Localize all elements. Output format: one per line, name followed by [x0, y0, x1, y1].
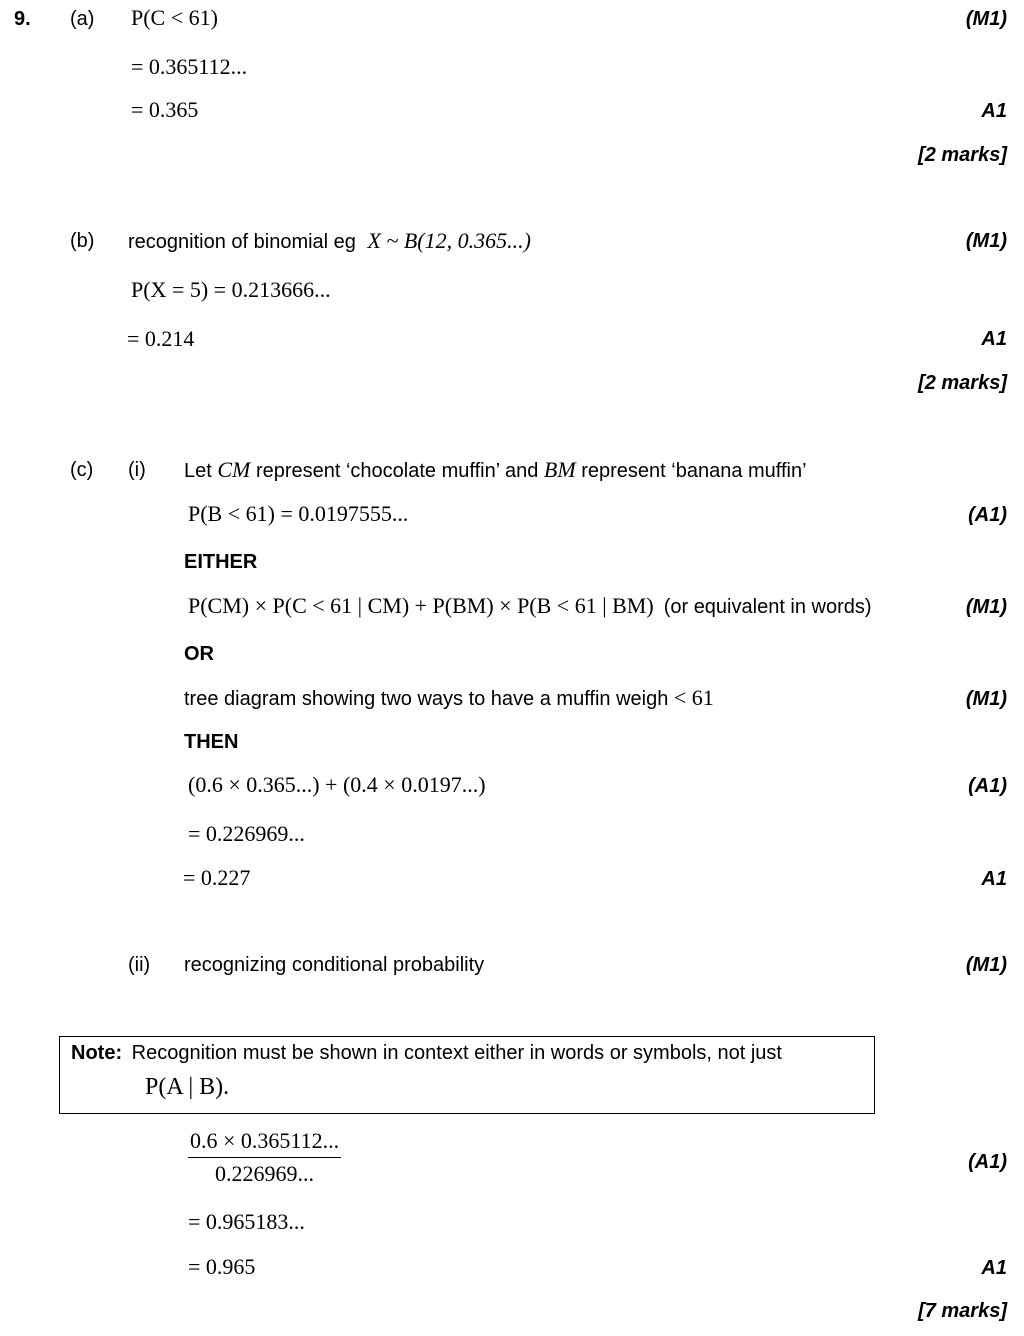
fraction-denominator: 0.226969...	[215, 1161, 315, 1186]
note-label: Note:	[71, 1042, 123, 1064]
part-c-ii-label: (ii)	[128, 954, 151, 976]
part-a-line-2: = 0.365112...	[131, 54, 248, 79]
part-c-i-mark-5: A1	[981, 868, 1007, 890]
part-b-recognition-expr: X ~ B(12, 0.365...)	[367, 228, 531, 253]
note-box	[59, 1036, 875, 1114]
let-middle: represent ‘chocolate muffin’ and	[255, 460, 539, 482]
part-b-line-1: P(X = 5) = 0.213666...	[131, 277, 331, 302]
let-word: Let	[184, 460, 212, 482]
part-c-i-pb: P(B < 61) = 0.0197555...	[188, 501, 409, 526]
part-c-i-let-text	[184, 457, 807, 484]
part-c-i-mark-4: (A1)	[968, 775, 1007, 797]
part-b-line-2: = 0.214	[127, 326, 195, 351]
part-c-i-calc: (0.6 × 0.365...) + (0.4 × 0.0197...)	[188, 772, 486, 797]
bm-symbol: BM	[543, 457, 576, 482]
then-heading: THEN	[184, 731, 239, 753]
note-text: Recognition must be shown in context either in words or symbols, not just	[131, 1042, 782, 1064]
part-a-line-1: P(C < 61)	[131, 5, 218, 30]
words-note: (or equivalent in words)	[663, 596, 872, 618]
cm-symbol: CM	[217, 457, 251, 482]
tree-diagram-line	[184, 685, 714, 712]
part-c-ii-result-1: = 0.965183...	[188, 1209, 305, 1234]
fraction-numerator: 0.6 × 0.365112...	[188, 1128, 341, 1158]
part-c-label: (c)	[70, 459, 94, 481]
part-c-i-mark-3: (M1)	[965, 688, 1007, 710]
note-line-1	[71, 1040, 782, 1066]
part-c-i-result-2: = 0.227	[183, 865, 251, 890]
part-c-ii-result-2: = 0.965	[188, 1254, 256, 1279]
tree-text: tree diagram showing two ways to have a muffin weigh	[184, 688, 669, 710]
part-c-total: [7 marks]	[918, 1300, 1007, 1322]
part-b-recognition	[128, 228, 531, 255]
part-c-i-mark-2: (M1)	[965, 596, 1007, 618]
part-b-label: (b)	[70, 230, 95, 252]
part-a-mark-2: A1	[981, 100, 1007, 122]
part-b-total: [2 marks]	[918, 372, 1007, 394]
total-probability-expr: P(CM) × P(C < 61 | CM) + P(BM) × P(B < 61 | BM)	[188, 593, 654, 618]
part-c-i-mark-1: (A1)	[968, 504, 1007, 526]
let-end: represent ‘banana muffin’	[581, 460, 807, 482]
part-b-mark-2: A1	[981, 328, 1007, 350]
part-c-i-label: (i)	[128, 459, 146, 481]
part-c-i-result-1: = 0.226969...	[188, 821, 305, 846]
part-c-ii-text: recognizing conditional probability	[184, 954, 485, 976]
part-c-ii-mark-2: (A1)	[968, 1151, 1007, 1173]
part-c-ii-mark-3: A1	[981, 1257, 1007, 1279]
part-c-ii-mark-1: (M1)	[965, 954, 1007, 976]
note-expr: P(A | B).	[145, 1074, 230, 1100]
or-heading: OR	[184, 643, 214, 665]
tree-expr: < 61	[673, 685, 714, 710]
total-probability-line	[188, 593, 872, 622]
conditional-fraction	[188, 1128, 341, 1187]
part-b-recognition-text: recognition of binomial eg	[128, 231, 356, 253]
part-b-mark-1: (M1)	[965, 230, 1007, 252]
part-a-line-3: = 0.365	[131, 97, 199, 122]
question-number: 9.	[14, 8, 31, 30]
part-a-label: (a)	[70, 8, 95, 30]
part-a-mark-1: (M1)	[965, 8, 1007, 30]
part-a-total: [2 marks]	[918, 144, 1007, 166]
either-heading: EITHER	[184, 551, 258, 573]
